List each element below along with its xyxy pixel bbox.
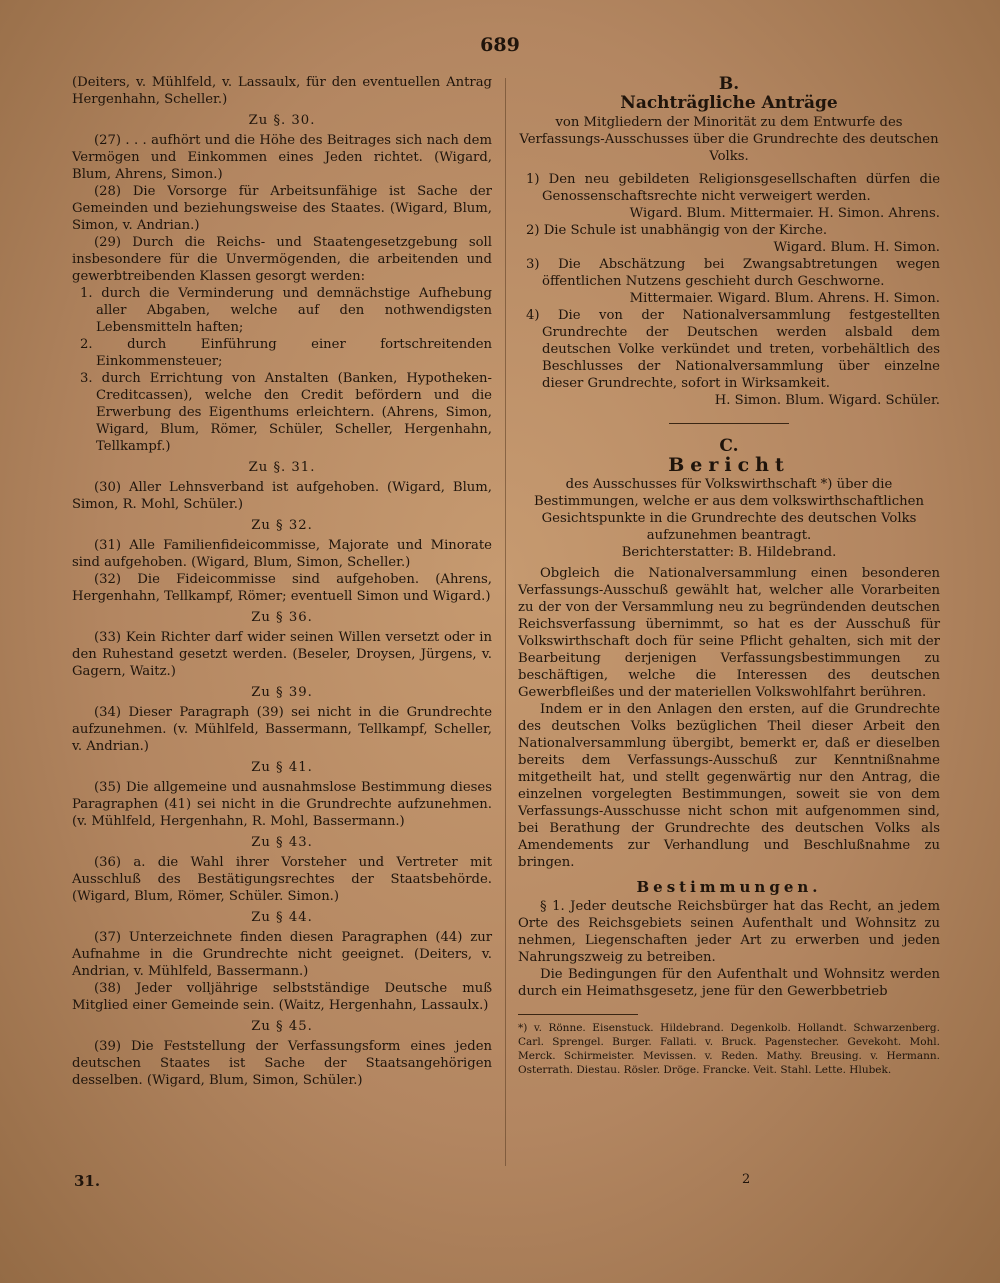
report-paragraph-1: Obgleich die Nationalversammlung einen besonderen Verfassungs-Ausschuß gewählt hat, welcher alle Vorarbeiten zu der von der Versammlung neu zu begründenden deutschen Reichsverfassung übernimmt, so hat es der Ausschuß für Volkswirthschaft doch für seine Pflicht gehalten, sich mit der Bearbeitung derjenigen Verfassungsbestimmungen zu beschäftigen, welche die Interessen des deutschen Gewerbfleißes und der materiellen Volkswohlfahrt berühren.: [518, 566, 940, 700]
part-c-title: Bericht: [668, 454, 790, 476]
proposal-3-signers: Mittermaier. Wigard. Blum. Ahrens. H. Simon.: [629, 291, 940, 306]
part-c-subtitle: des Ausschusses für Volkswirthschaft *) über die Bestimmungen, welche er aus dem volkswirthschaftlichen Gesichtspunkte in die Grundrechte des deutschen Volks aufzunehmen beantragt.: [534, 477, 924, 543]
signature-number: 2: [742, 1172, 751, 1187]
proposal-3: 3) Die Abschätzung bei Zwangsabtretungen wegen öffentlichen Nutzens geschieht durch Geschworne.: [526, 257, 940, 289]
motion-32: (32) Die Fideicommisse sind aufgehoben. (Ahrens, Hergenhahn, Tellkampf, Römer; eventuell Simon und Wigard.): [72, 572, 492, 604]
motion-29-item-3: 3. durch Errichtung von Anstalten (Banken, Hypotheken-Creditcassen), welche den Credit befördern und die Erwerbung des Eigenthums erleichtern. (Ahrens, Simon, Wigard, Blum, Römer, Schüler, Scheller, Hergenhahn, Tellkampf.): [80, 371, 492, 454]
motion-28: (28) Die Vorsorge für Arbeitsunfähige ist Sache der Gemeinden und beziehungsweise des Staates. (Wigard, Blum, Simon, v. Andrian.): [72, 184, 492, 233]
proposal-2-signers: Wigard. Blum. H. Simon.: [773, 240, 940, 255]
provisions-heading: Bestimmungen.: [636, 878, 822, 896]
section-heading-30: Zu §. 30.: [248, 113, 316, 128]
section-heading-39: Zu § 39.: [251, 685, 313, 700]
motion-36: (36) a. die Wahl ihrer Vorsteher und Vertreter mit Ausschluß des Bestätigungsrechtes der Staatsbehörde. (Wigard, Blum, Römer, Schüler. Simon.): [72, 855, 492, 904]
part-c-letter: C.: [719, 436, 739, 456]
proposal-2: 2) Die Schule ist unabhängig von der Kirche.: [526, 223, 828, 238]
footnote-rule: [518, 1014, 638, 1015]
proposal-1: 1) Den neu gebildeten Religionsgesellschaften dürfen die Genossenschaftsrechte nicht verweigert werden.: [526, 172, 940, 204]
section-heading-43: Zu § 43.: [251, 835, 313, 850]
motion-29: (29) Durch die Reichs- und Staatengesetzgebung soll insbesondere für die Unvermögenden, die arbeitenden und gewerbtreibenden Klassen gesorgt werden:: [72, 235, 492, 284]
section-heading-31: Zu §. 31.: [248, 460, 316, 475]
proposal-4-signers: H. Simon. Blum. Wigard. Schüler.: [714, 393, 940, 408]
reporter-line: Berichterstatter: B. Hildebrand.: [621, 545, 837, 560]
intro-text: (Deiters, v. Mühlfeld, v. Lassaulx, für den eventuellen Antrag Hergenhahn, Scheller.): [72, 75, 492, 107]
motion-31: (31) Alle Familienfideicommisse, Majorate und Minorate sind aufgehoben. (Wigard, Blum, Simon, Scheller.): [72, 538, 492, 570]
proposal-4: 4) Die von der Nationalversammlung festgestellten Grundrechte der Deutschen werden alsbald dem deutschen Volke verkündet und treten, vorbehältlich des Beschlusses der Nationalversammlung über einzelne dieser Grundrechte, sofort in Wirksamkeit.: [526, 308, 940, 391]
motion-27: (27) . . . aufhört und die Höhe des Beitrages sich nach dem Vermögen und Einkommen eines Jeden richtet. (Wigard, Blum, Ahrens, Simon.): [72, 133, 492, 182]
proposal-1-signers: Wigard. Blum. Mittermaier. H. Simon. Ahrens.: [629, 206, 940, 221]
section-heading-45: Zu § 45.: [251, 1019, 313, 1034]
part-b-subtitle: von Mitgliedern der Minorität zu dem Entwurfe des Verfassungs-Ausschusses über die Grundrechte des deutschen Volks.: [519, 115, 939, 164]
motion-35: (35) Die allgemeine und ausnahmslose Bestimmung dieses Paragraphen (41) sei nicht in die Grundrechte aufzunehmen. (v. Mühlfeld, Hergenhahn, R. Mohl, Bassermann.): [72, 780, 492, 829]
motion-33: (33) Kein Richter darf wider seinen Willen versetzt oder in den Ruhestand gesetzt werden. (Beseler, Droysen, Jürgens, v. Gagern, Waitz.): [72, 630, 492, 679]
section-divider: [669, 423, 789, 424]
right-column: [518, 74, 940, 1077]
footnote: *) v. Rönne. Eisenstuck. Hildebrand. Degenkolb. Hollandt. Schwarzenberg. Carl. Sprengel. Burger. Fallati. v. Bruck. Pagenstecher. Gevekoht. Mohl. Merck. Schirmeister. Mevissen. v. Reden. Mathy. Breusing. v. Hermann. Osterrath. Diestau. Rösler. Dröge. Francke. Veit. Stahl. Lette. Hlubek.: [518, 1022, 940, 1076]
motion-29-item-2: 2. durch Einführung einer fortschreitenden Einkommensteuer;: [80, 337, 492, 369]
section-heading-36: Zu § 36.: [251, 610, 313, 625]
motion-38: (38) Jeder volljährige selbstständige Deutsche muß Mitglied einer Gemeinde sein. (Waitz, Hergenhahn, Lassaulx.): [72, 981, 492, 1013]
motion-29-item-1: 1. durch die Verminderung und demnächstige Aufhebung aller Abgaben, welche auf den nothwendigsten Lebensmitteln haften;: [80, 286, 492, 335]
report-paragraph-2: Indem er in den Anlagen den ersten, auf die Grundrechte des deutschen Volks bezüglichen Theil dieser Arbeit den Nationalversammlung übergibt, bemerkt er, daß er dieselben bereits dem Verfassungs-Ausschuß zur Kenntnißnahme mitgetheilt hat, und stellt gegenwärtig nur den Antrag, die einzelnen vorgelegten Bestimmungen, soweit sie von dem Verfassungs-Ausschusse nicht schon mit aufgenommen sind, bei Berathung der Grundrechte des deutschen Volks als Amendements zur Verhandlung und Beschlußnahme zu bringen.: [518, 702, 940, 870]
motion-39: (39) Die Feststellung der Verfassungsform eines jeden deutschen Staates ist Sache der Staatsangehörigen desselben. (Wigard, Blum, Simon, Schüler.): [72, 1039, 492, 1088]
part-b-title: Nachträgliche Anträge: [620, 93, 838, 113]
section-heading-44: Zu § 44.: [251, 910, 313, 925]
column-divider: [505, 78, 506, 1166]
provision-1: § 1. Jeder deutsche Reichsbürger hat das Recht, an jedem Orte des Reichsgebiets seinen Aufenthalt und Wohnsitz zu nehmen, Liegenschaften jeder Art zu erwerben und jeden Nahrungszweig zu betreiben.: [518, 899, 940, 965]
signature-mark: 31.: [74, 1172, 101, 1190]
motion-37: (37) Unterzeichnete finden diesen Paragraphen (44) zur Aufnahme in die Grundrechte nicht geeignet. (Deiters, v. Andrian, v. Mühlfeld, Bassermann.): [72, 930, 492, 979]
page-number: 689: [480, 34, 520, 56]
provision-continuation: Die Bedingungen für den Aufenthalt und Wohnsitz werden durch ein Heimathsgesetz, jene für den Gewerbbetrieb: [518, 967, 940, 999]
motion-30: (30) Aller Lehnsverband ist aufgehoben. (Wigard, Blum, Simon, R. Mohl, Schüler.): [72, 480, 492, 512]
part-b-letter: B.: [718, 74, 740, 94]
motion-34: (34) Dieser Paragraph (39) sei nicht in die Grundrechte aufzunehmen. (v. Mühlfeld, Bassermann, Tellkampf, Scheller, v. Andrian.): [72, 705, 492, 754]
section-heading-32: Zu § 32.: [251, 518, 313, 533]
left-column: [72, 74, 492, 1089]
section-heading-41: Zu § 41.: [251, 760, 313, 775]
